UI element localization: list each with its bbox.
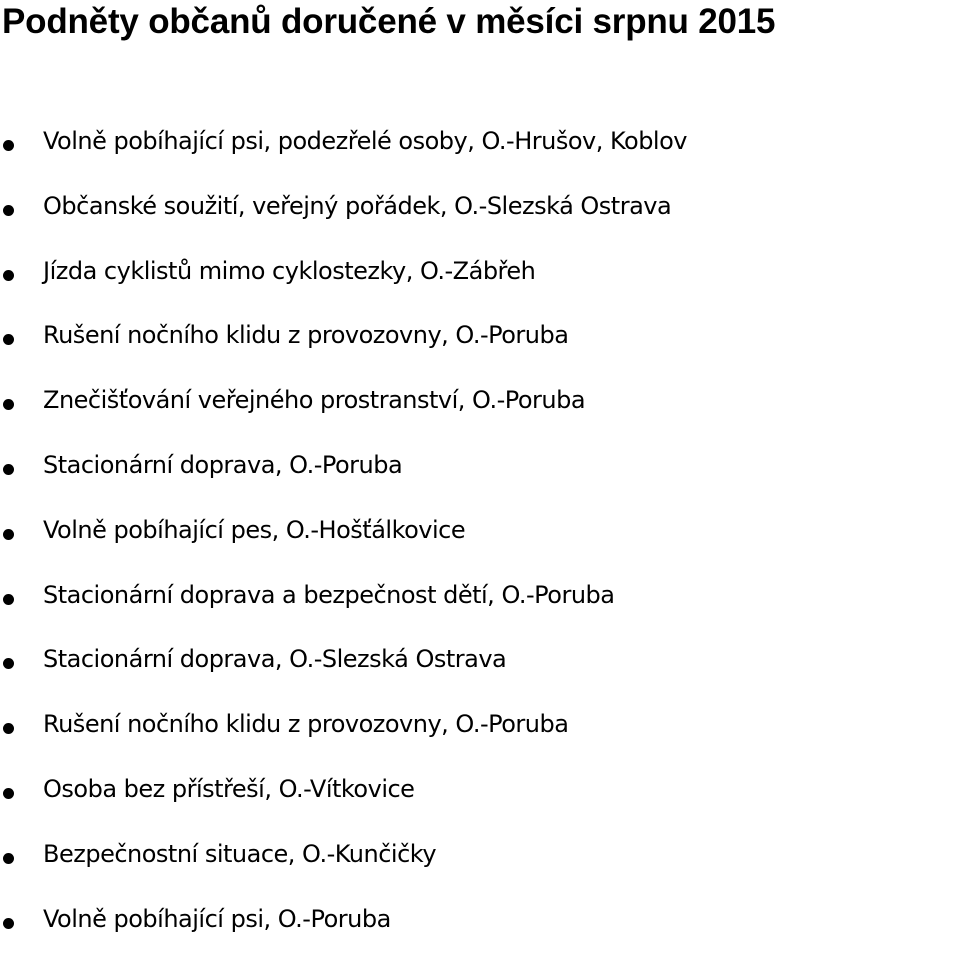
list-item [0, 371, 960, 436]
list-item [0, 501, 960, 566]
bullet-icon [3, 140, 14, 151]
bullet-icon [3, 594, 14, 605]
list-item [0, 630, 960, 695]
list-item-text: Jízda cyklistů mimo cyklostezky, O.-Zábřeh [43, 256, 536, 285]
bullet-icon [3, 788, 14, 799]
list-item-text: Rušení nočního klidu z provozovny, O.-Poruba [43, 710, 569, 739]
list-item [0, 242, 960, 307]
list-item [0, 177, 960, 242]
list-item-text: Osoba bez přístřeší, O.-Vítkovice [43, 774, 415, 803]
list-item-text: Stacionární doprava, O.-Poruba [43, 450, 403, 479]
bullet-icon [3, 270, 14, 281]
bullet-icon [3, 918, 14, 929]
list-item-text: Stacionární doprava, O.-Slezská Ostrava [43, 645, 507, 674]
list-item-text: Stacionární doprava a bezpečnost dětí, O.-Poruba [43, 580, 615, 609]
bullet-icon [3, 464, 14, 475]
bullet-icon [3, 853, 14, 864]
bullet-icon [3, 723, 14, 734]
bullet-icon [3, 205, 14, 216]
list-item-text: Znečišťování veřejného prostranství, O.-Poruba [43, 386, 586, 415]
bullet-icon [3, 658, 14, 669]
list-item [0, 695, 960, 760]
page-title: Podněty občanů doručené v měsíci srpnu 2015 [2, 2, 776, 41]
list-item-text: Volně pobíhající psi, podezřelé osoby, O.-Hrušov, Koblov [43, 127, 687, 155]
list-item-text: Rušení nočního klidu z provozovny, O.-Poruba [43, 321, 569, 350]
list-item [0, 566, 960, 631]
list-item [0, 825, 960, 890]
list-item [0, 112, 960, 177]
list-item-text: Bezpečnostní situace, O.-Kunčičky [43, 839, 437, 868]
list-item-text: Volně pobíhající psi, O.-Poruba [43, 904, 391, 933]
list-item [0, 436, 960, 501]
list-item [0, 306, 960, 371]
list-item-text: Občanské soužití, veřejný pořádek, O.-Slezská Ostrava [43, 191, 672, 220]
complaint-list [0, 112, 960, 954]
list-item [0, 760, 960, 825]
bullet-icon [3, 529, 14, 540]
list-item [0, 890, 960, 954]
list-item-text: Volně pobíhající pes, O.-Hošťálkovice [43, 515, 466, 544]
bullet-icon [3, 334, 14, 345]
bullet-icon [3, 399, 14, 410]
